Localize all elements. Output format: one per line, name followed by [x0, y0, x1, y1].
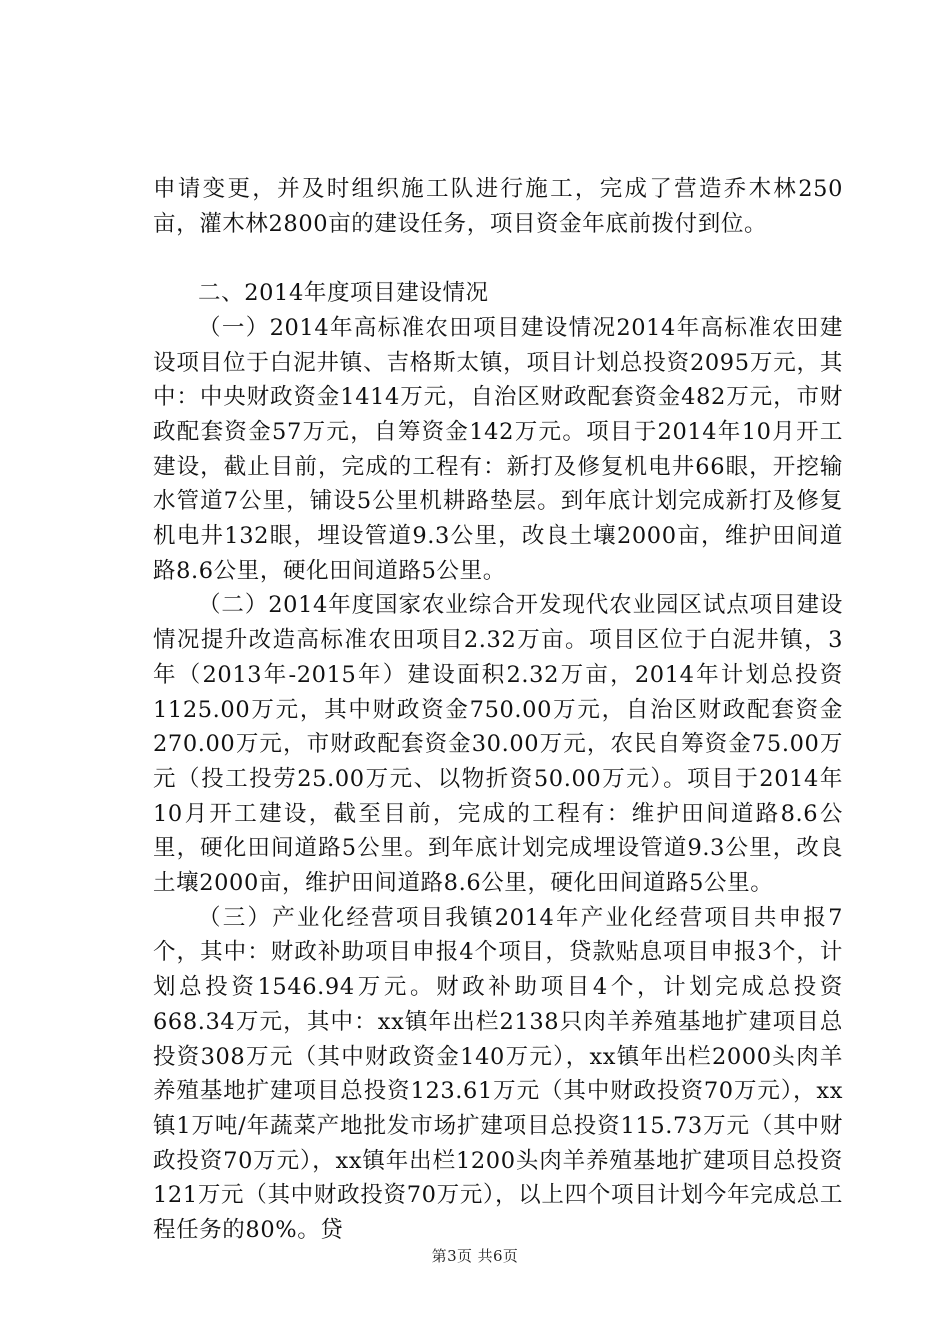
- paragraph-item-1: （一）2014年高标准农田项目建设情况2014年高标准农田建设项目位于白泥井镇、吉格斯太镇，项目计划总投资2095万元，其中：中央财政资金1414万元，自治区财政配套资金482万元，市财政配套资金57万元，自筹资金142万元。项目于2014年10月开工建设，截止目前，完成的工程有：新打及修复机电井66眼，开挖输水管道7公里，铺设5公里机耕路垫层。到年底计划完成新打及修复机电井132眼，埋设管道9.3公里，改良土壤2000亩，维护田间道路8.6公里，硬化田间道路5公里。: [153, 314, 843, 584]
- paragraph-gap: [153, 241, 843, 276]
- section-heading: 二、2014年度项目建设情况: [198, 280, 489, 307]
- document-body: [153, 172, 843, 1248]
- paragraph-item-2: （二）2014年度国家农业综合开发现代农业园区试点项目建设情况提升改造高标准农田项目2.32万亩。项目区位于白泥井镇，3年（2013年-2015年）建设面积2.32万亩，2014年计划总投资1125.00万元，其中财政资金750.00万元，自治区财政配套资金270.00万元，市财政配套资金30.00万元，农民自筹资金75.00万元（投工投劳25.00万元、以物折资50.00万元）。项目于2014年10月开工建设，截至目前，完成的工程有：维护田间道路8.6公里，硬化田间道路5公里。到年底计划完成埋设管道9.3公里，改良土壤2000亩，维护田间道路8.6公里，硬化田间道路5公里。: [153, 592, 843, 897]
- page-footer: 第3页 共6页: [431, 1247, 519, 1265]
- paragraph-continuation: 申请变更，并及时组织施工队进行施工，完成了营造乔木林250亩，灌木林2800亩的建设任务，项目资金年底前拨付到位。: [153, 176, 843, 237]
- paragraph-item-3: （三）产业化经营项目我镇2014年产业化经营项目共申报7个，其中：财政补助项目申报4个项目，贷款贴息项目申报3个，计划总投资1546.94万元。财政补助项目4个，计划完成总投资668.34万元，其中：xx镇年出栏2138只肉羊养殖基地扩建项目总投资308万元（其中财政资金140万元），xx镇年出栏2000头肉羊养殖基地扩建项目总投资123.61万元（其中财政投资70万元），xx镇1万吨/年蔬菜产地批发市场扩建项目总投资115.73万元（其中财政投资70万元），xx镇年出栏1200头肉羊养殖基地扩建项目总投资121万元（其中财政投资70万元），以上四个项目计划今年完成总工程任务的80%。贷: [153, 904, 843, 1244]
